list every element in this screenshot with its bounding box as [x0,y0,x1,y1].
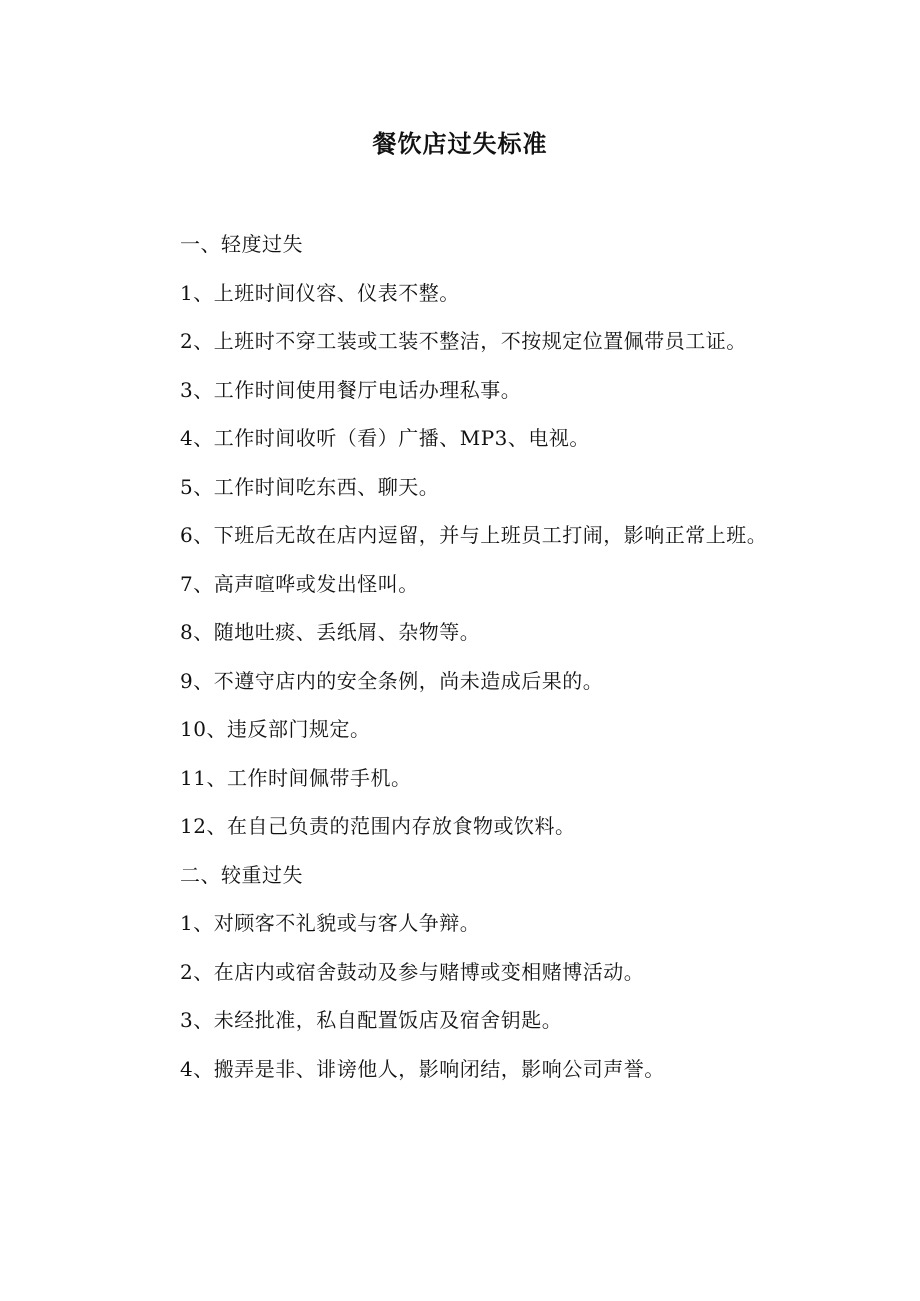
list-item: 11、工作时间佩带手机。 [180,765,412,790]
section-heading-minor-faults: 一、轻度过失 [180,232,303,256]
list-item: 7、高声喧哗或发出怪叫。 [180,571,419,596]
list-item: 1、上班时间仪容、仪表不整。 [180,280,460,305]
list-item: 6、下班后无故在店内逗留，并与上班员工打闹，影响正常上班。 [180,523,768,547]
document-body [140,220,780,1093]
list-item: 10、违反部门规定。 [180,717,371,741]
list-item: 2、在店内或宿舍鼓动及参与赌博或变相赌博活动。 [180,959,645,984]
document-title: 餐饮店过失标准 [372,130,548,158]
list-item: 1、对顾客不礼貌或与客人争辩。 [180,911,481,935]
list-item: 3、未经批准，私自配置饭店及宿舍钥匙。 [180,1008,563,1032]
list-item: 8、随地吐痰、丢纸屑、杂物等。 [180,620,481,644]
list-item: 5、工作时间吃东西、聊天。 [180,474,440,499]
list-item: 12、在自己负责的范围内存放食物或饮料。 [180,814,576,838]
list-item: 4、工作时间收听（看）广播、MP3、电视。 [180,426,590,450]
list-item: 2、上班时不穿工装或工装不整洁，不按规定位置佩带员工证。 [180,329,747,353]
list-item: 9、不遵守店内的安全条例，尚未造成后果的。 [180,668,604,693]
list-item: 4、搬弄是非、诽谤他人，影响闭结，影响公司声誉。 [180,1056,665,1081]
section-heading-serious-faults: 二、较重过失 [180,862,303,887]
list-item: 3、工作时间使用餐厅电话办理私事。 [180,377,522,402]
